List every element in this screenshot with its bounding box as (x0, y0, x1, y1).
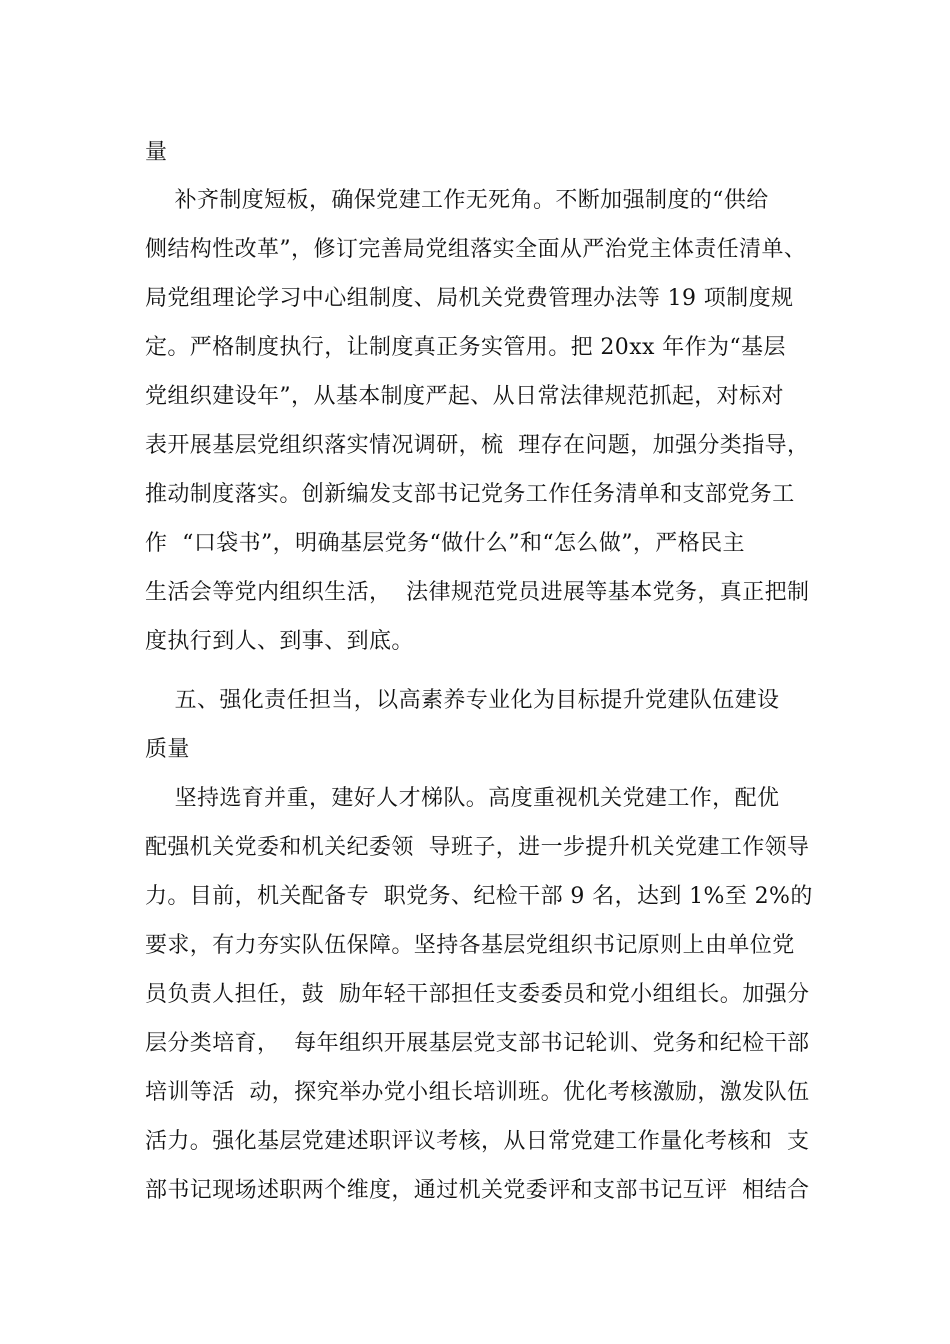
text-line: 定。严格制度执行，让制度真正务实管用。把 20xx 年作为“基层 (145, 335, 786, 360)
section-heading: 五、强化责任担当，以高素养专业化为目标提升党建队伍建设 (145, 688, 780, 713)
text-line: 力。目前，机关配备专 职党务、纪检干部 9 名，达到 1%至 2%的 (145, 884, 813, 909)
text-line: 度执行到人、到事、到底。 (145, 629, 414, 654)
text-line: 员负责人担任，鼓 励年轻干部担任支委委员和党小组组长。加强分 (145, 982, 810, 1007)
text-line: 要求，有力夯实队伍保障。坚持各基层党组织书记原则上由单位党 (145, 933, 795, 958)
text-line: 侧结构性改革”，修订完善局党组落实全面从严治党主体责任清单、 (145, 237, 807, 262)
text-line: 坚持选育并重，建好人才梯队。高度重视机关党建工作，配优 (145, 786, 780, 811)
text-line: 党组织建设年”，从基本制度严起、从日常法律规范抓起，对标对 (145, 384, 784, 409)
text-line: 培训等活 动，探究举办党小组长培训班。优化考核激励，激发队伍 (145, 1080, 810, 1105)
text-line: 层分类培育， 每年组织开展基层党支部书记轮训、党务和纪检干部 (145, 1031, 810, 1056)
text-line: 活力。强化基层党建述职评议考核，从日常党建工作量化考核和 支 (145, 1129, 810, 1154)
section-heading: 质量 (145, 737, 190, 762)
text-line: 局党组理论学习中心组制度、局机关党费管理办法等 19 项制度规 (145, 286, 794, 311)
text-line: 推动制度落实。创新编发支部书记党务工作任务清单和支部党务工 (145, 482, 795, 507)
text-line: 补齐制度短板，确保党建工作无死角。不断加强制度的“供给 (145, 188, 769, 213)
text-line: 作 “口袋书”，明确基层党务“做什么”和“怎么做”，严格民主 (145, 531, 745, 556)
text-line: 配强机关党委和机关纪委领 导班子，进一步提升机关党建工作领导 (145, 835, 810, 860)
text-line: 表开展基层党组织落实情况调研，梳 理存在问题，加强分类指导， (145, 433, 810, 458)
text-line: 量 (145, 140, 168, 165)
text-line: 生活会等党内组织生活， 法律规范党员进展等基本党务，真正把制 (145, 580, 810, 605)
text-line: 部书记现场述职两个维度，通过机关党委评和支部书记互评 相结合 (145, 1178, 810, 1203)
